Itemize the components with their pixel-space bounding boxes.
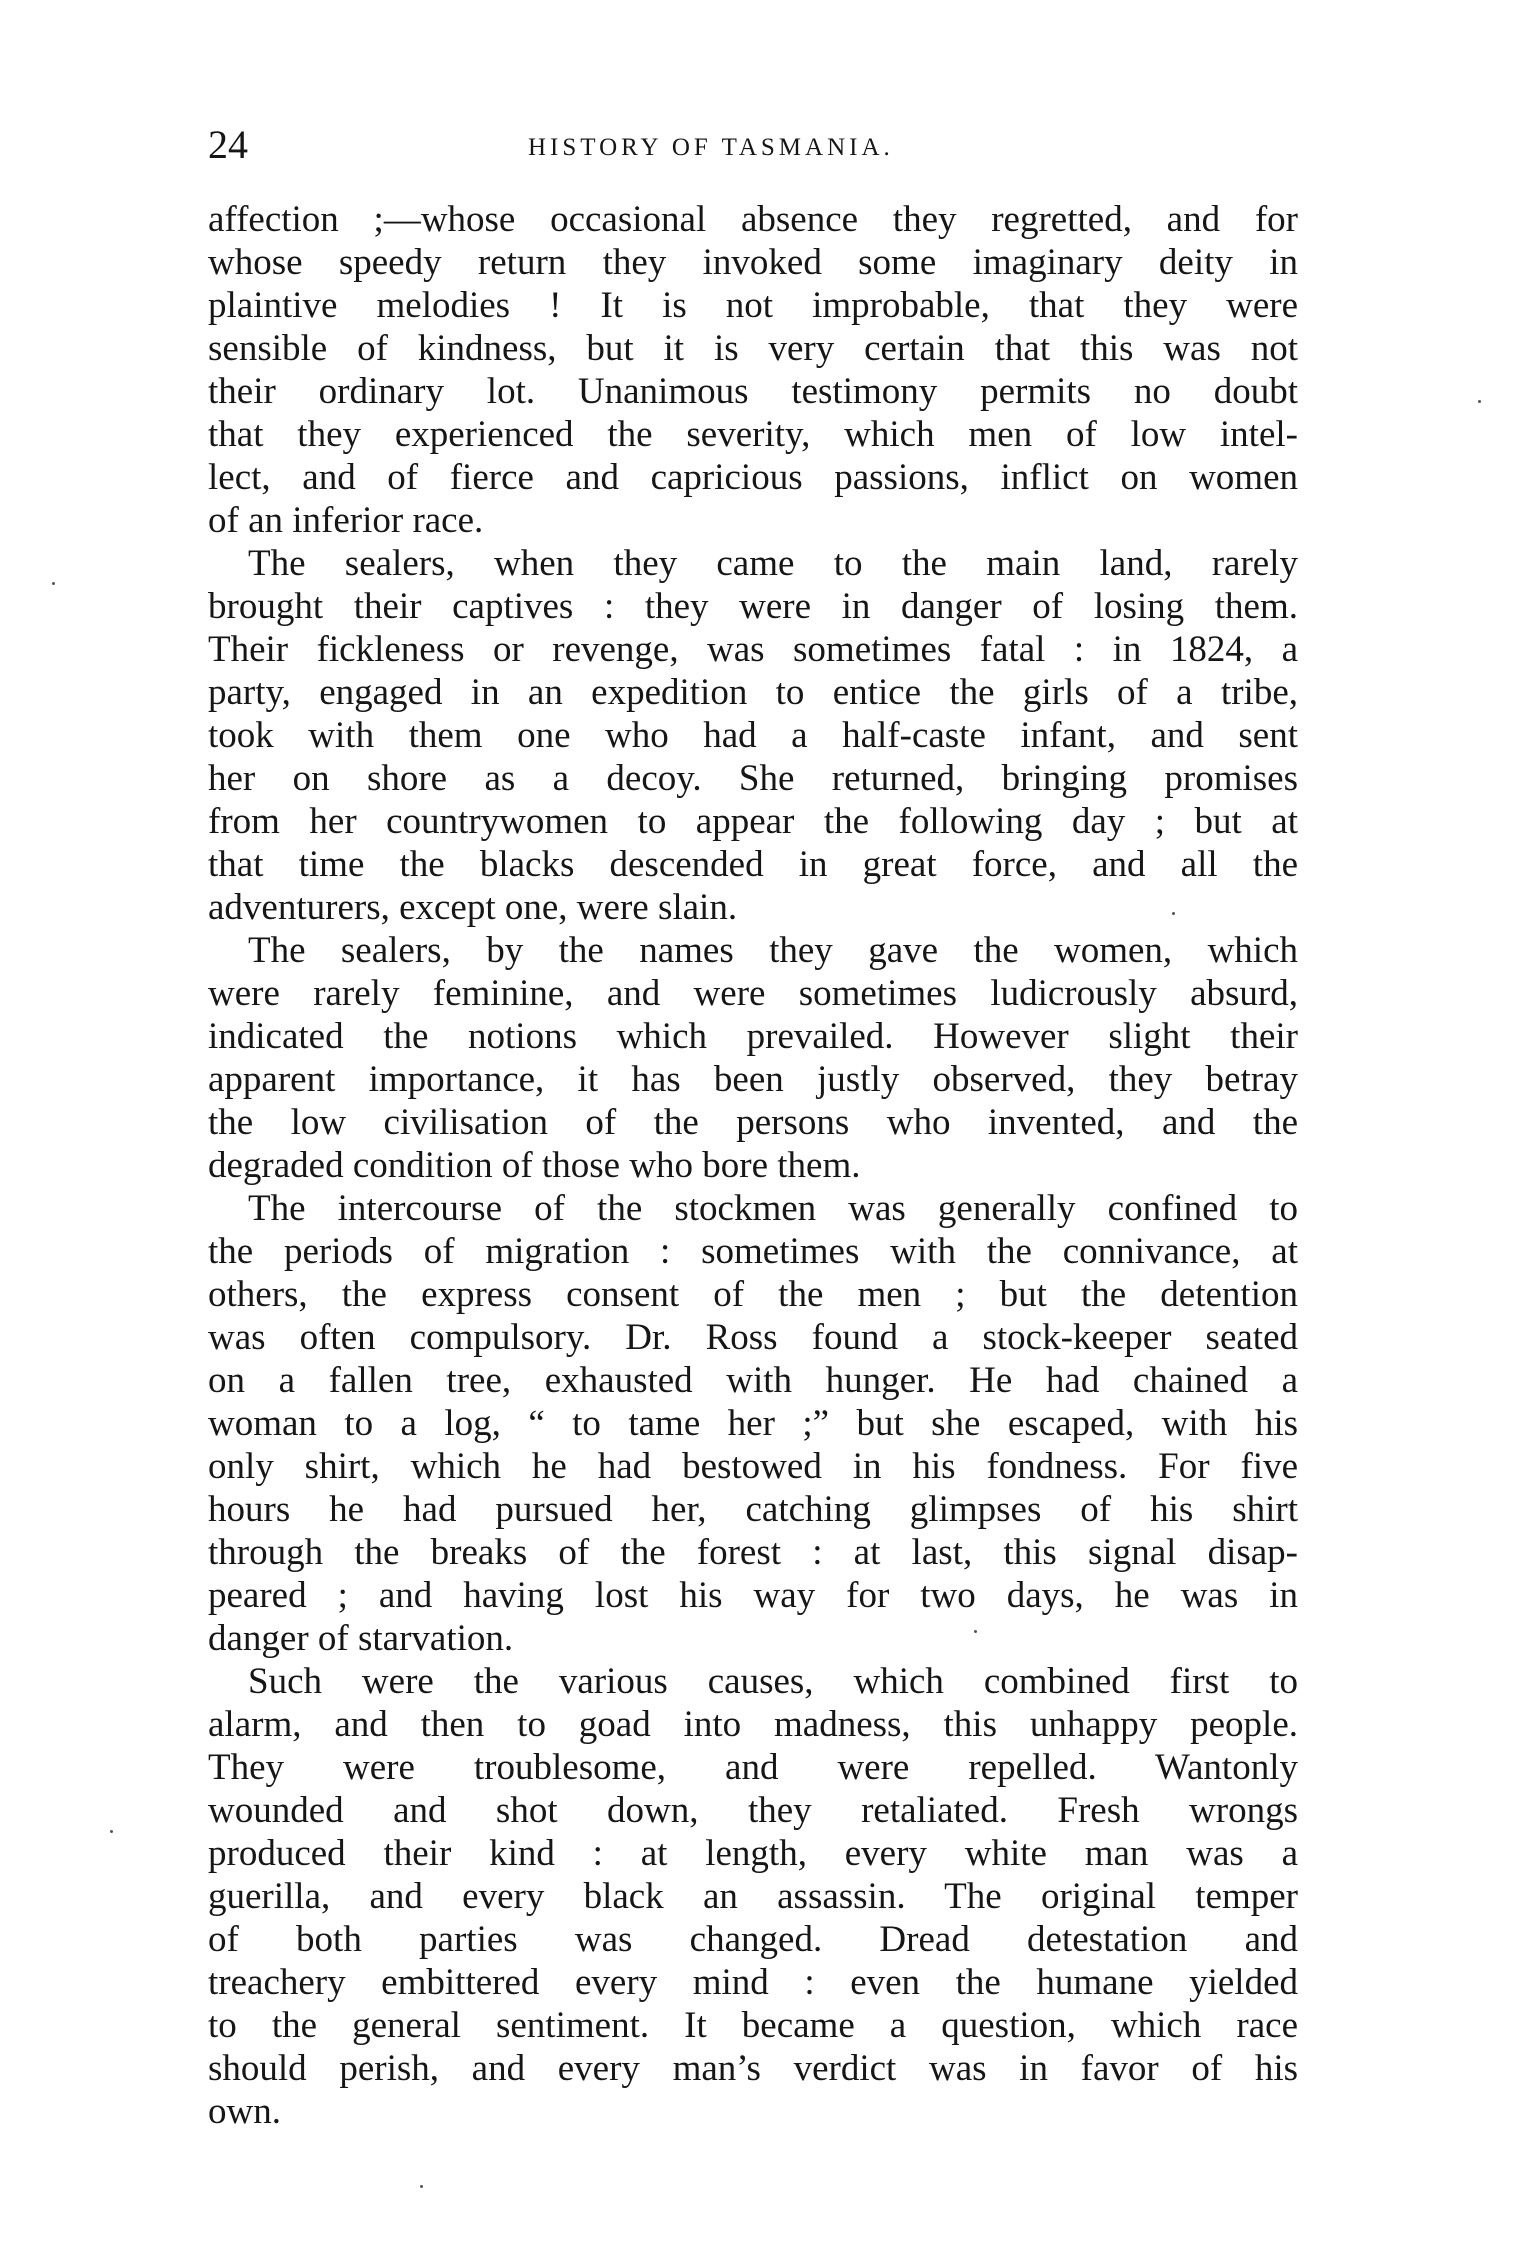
text-line: from her countrywomen to appear the following day ; but at — [208, 801, 1298, 842]
text-line: that time the blacks descended in great force, and all the — [208, 844, 1298, 885]
text-line: only shirt, which he had bestowed in his fondness. For five — [208, 1446, 1298, 1487]
text-line: own. — [208, 2091, 281, 2132]
text-line: on a fallen tree, exhausted with hunger. He had chained a — [208, 1360, 1298, 1401]
text-line: to the general sentiment. It became a question, which race — [208, 2005, 1298, 2046]
text-line: of both parties was changed. Dread detestation and — [208, 1919, 1298, 1960]
text-line: treachery embittered every mind : even the humane yielded — [208, 1962, 1298, 2003]
running-title: HISTORY OF TASMANIA. — [528, 134, 894, 161]
text-line: lect, and of fierce and capricious passions, inflict on women — [208, 457, 1298, 498]
text-line: should perish, and every man’s verdict was in favor of his — [208, 2048, 1298, 2089]
text-line: that they experienced the severity, which men of low intel- — [208, 414, 1298, 455]
text-line: hours he had pursued her, catching glimpses of his shirt — [208, 1489, 1298, 1530]
text-line: were rarely feminine, and were sometimes ludicrously absurd, — [208, 973, 1298, 1014]
print-speck — [110, 1830, 113, 1833]
text-line: sensible of kindness, but it is very certain that this was not — [208, 328, 1298, 369]
body-text — [208, 198, 1298, 2133]
paragraph-first-line: The sealers, by the names they gave the women, which — [248, 930, 1298, 971]
text-line: They were troublesome, and were repelled. Wantonly — [208, 1747, 1298, 1788]
text-line: adventurers, except one, were slain. — [208, 887, 738, 928]
print-speck — [974, 1630, 977, 1633]
print-speck — [1478, 400, 1481, 403]
text-line: through the breaks of the forest : at last, this signal disap- — [208, 1532, 1298, 1573]
text-line: degraded condition of those who bore them. — [208, 1145, 861, 1186]
text-line: whose speedy return they invoked some imaginary deity in — [208, 242, 1298, 283]
text-line: party, engaged in an expedition to entice the girls of a tribe, — [208, 672, 1298, 713]
text-line: woman to a log, “ to tame her ;” but she escaped, with his — [208, 1403, 1298, 1444]
text-line: Their fickleness or revenge, was sometimes fatal : in 1824, a — [208, 629, 1298, 670]
text-line: guerilla, and every black an assassin. The original temper — [208, 1876, 1298, 1917]
text-line: brought their captives : they were in danger of losing them. — [208, 586, 1298, 627]
text-line: their ordinary lot. Unanimous testimony permits no doubt — [208, 371, 1298, 412]
page-number: 24 — [208, 122, 248, 167]
text-line: others, the express consent of the men ; but the detention — [208, 1274, 1298, 1315]
text-line: plaintive melodies ! It is not improbable, that they were — [208, 285, 1298, 326]
text-line: indicated the notions which prevailed. However slight their — [208, 1016, 1298, 1057]
paragraph-first-line: The intercourse of the stockmen was generally confined to — [248, 1188, 1298, 1229]
paragraph-first-line: Such were the various causes, which combined first to — [248, 1661, 1298, 1702]
text-line: peared ; and having lost his way for two days, he was in — [208, 1575, 1298, 1616]
paragraph-first-line: The sealers, when they came to the main land, rarely — [248, 543, 1298, 584]
text-line: apparent importance, it has been justly observed, they betray — [208, 1059, 1298, 1100]
text-line: wounded and shot down, they retaliated. Fresh wrongs — [208, 1790, 1298, 1831]
text-line: took with them one who had a half-caste infant, and sent — [208, 715, 1298, 756]
text-line: the periods of migration : sometimes with the connivance, at — [208, 1231, 1298, 1272]
text-line: was often compulsory. Dr. Ross found a stock-keeper seated — [208, 1317, 1298, 1358]
text-line: the low civilisation of the persons who invented, and the — [208, 1102, 1298, 1143]
text-line: her on shore as a decoy. She returned, bringing promises — [208, 758, 1298, 799]
text-line: affection ;—whose occasional absence they regretted, and for — [208, 199, 1298, 240]
print-speck — [1172, 912, 1175, 915]
text-line: of an inferior race. — [208, 500, 484, 541]
print-speck — [420, 2185, 423, 2188]
text-line: danger of starvation. — [208, 1618, 514, 1659]
text-line: alarm, and then to goad into madness, this unhappy people. — [208, 1704, 1298, 1745]
print-speck — [52, 582, 55, 585]
text-line: produced their kind : at length, every white man was a — [208, 1833, 1298, 1874]
page-header — [208, 120, 1308, 170]
